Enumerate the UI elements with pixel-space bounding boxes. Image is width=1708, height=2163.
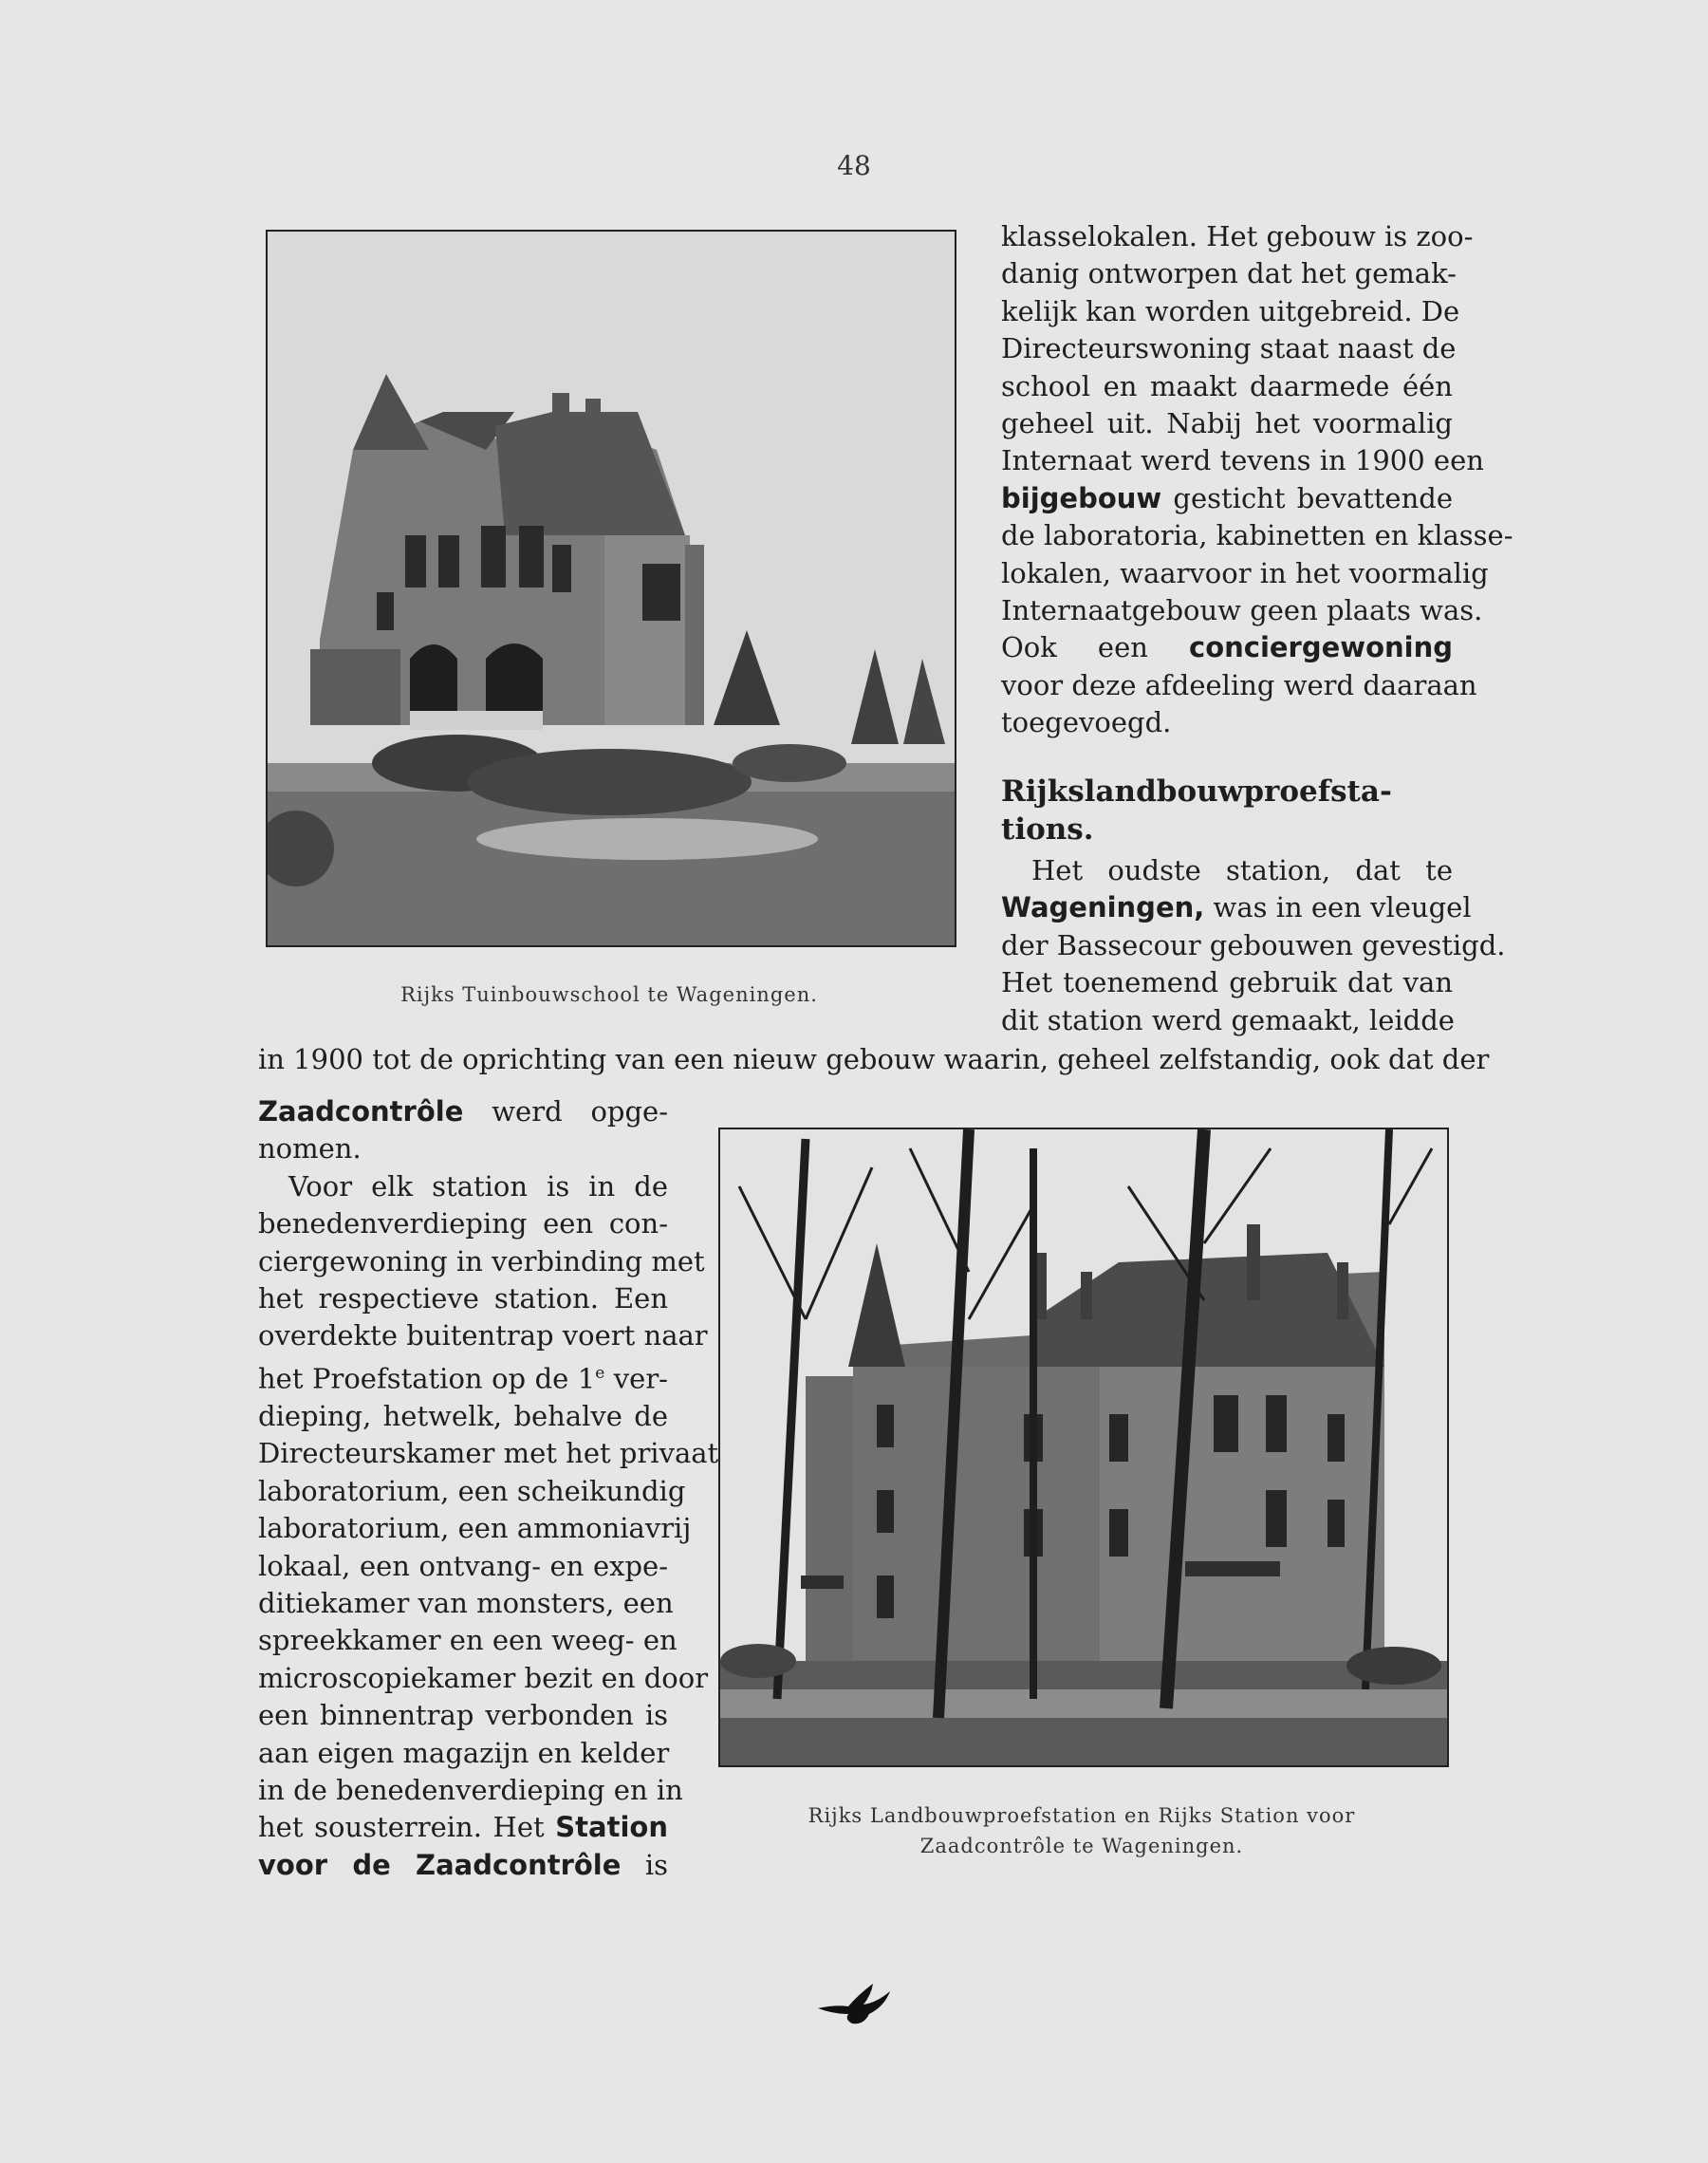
left-column-text (258, 1093, 719, 1884)
text-line: benedenverdieping een con- (258, 1207, 668, 1240)
text-line: geheel uit. Nabij het voormalig (1001, 407, 1453, 440)
text-line: kelijk kan worden uitgebreid. De (1001, 294, 1460, 327)
photo-tuinbouwschool-caption: Rijks Tuinbouwschool te Wageningen. (400, 983, 818, 1006)
text-fragment: gesticht bevattende (1173, 481, 1453, 514)
page-number: 48 (837, 150, 871, 181)
text-line: danig ontworpen dat het gemak- (1001, 257, 1457, 290)
photo-proefstation-caption (718, 1800, 1445, 1861)
text-line: laboratorium, een ammoniavrij (258, 1512, 692, 1545)
text-line (1001, 480, 1453, 517)
text-line: der Bassecour gebouwen gevestigd. (1001, 928, 1506, 961)
emphasis-conciergewoning: conciergewoning (1189, 631, 1453, 664)
text-line: het respectieve station. Een (258, 1282, 668, 1315)
text-line: Directeurskamer met het privaat (258, 1437, 719, 1470)
text-fragment: werd opge- (492, 1095, 668, 1128)
text-line: voor deze afdeeling werd daaraan (1001, 668, 1477, 701)
text-line: overdekte buitentrap voert naar (258, 1319, 708, 1352)
superscript: e (595, 1363, 605, 1383)
text-line: Het oudste station, dat te (1031, 854, 1453, 886)
bird-ornament-icon (816, 1982, 892, 2027)
text-line: Internaatgebouw geen plaats was. (1001, 594, 1483, 627)
text-fragment: is (644, 1848, 668, 1881)
text-line: spreekkamer en een weeg- en (258, 1624, 678, 1657)
text-line: lokaal, een ontvang- en expe- (258, 1549, 668, 1582)
text-line: Het toenemend gebruik dat van (1001, 966, 1453, 999)
text-line: ciergewoning in verbinding met (258, 1244, 705, 1277)
section-heading (1001, 773, 1453, 848)
text-line: lokalen, waarvoor in het voormalig (1001, 556, 1489, 589)
photo-proefstation (718, 1128, 1449, 1767)
text-line: dieping, hetwelk, behalve de (258, 1399, 668, 1432)
text-line (258, 1847, 668, 1884)
text-line (258, 1809, 668, 1846)
heading-line: Rijkslandbouwproefsta- (1001, 774, 1392, 809)
photo-tuinbouwschool (266, 230, 956, 947)
photo-proefstation-image (720, 1129, 1447, 1765)
emphasis-station: Station (555, 1811, 668, 1844)
text-line: in de benedenverdieping en in (258, 1773, 683, 1806)
caption-line: Rijks Landbouwproefstation en Rijks Station voor (808, 1804, 1356, 1827)
text-line: nomen. (258, 1132, 362, 1165)
text-line: ditiekamer van monsters, een (258, 1586, 674, 1619)
right-column-text (1001, 218, 1513, 742)
text-line (1001, 889, 1472, 926)
caption-line: Zaadcontrôle te Wageningen. (919, 1835, 1244, 1857)
emphasis-voor-de-zaadcontrole: voor de Zaadcontrôle (258, 1848, 622, 1881)
photo-tuinbouwschool-image (268, 232, 955, 945)
text-line: dit station werd gemaakt, leidde (1001, 1003, 1455, 1036)
text-line: microscopiekamer bezit en door (258, 1661, 709, 1694)
text-line: Directeurswoning staat naast de (1001, 332, 1457, 365)
text-line: aan eigen magazijn en kelder (258, 1736, 670, 1769)
text-line: toegevoegd. (1001, 706, 1172, 739)
emphasis-bijgebouw: bijgebouw (1001, 481, 1162, 514)
heading-line: tions. (1001, 812, 1094, 847)
emphasis-wageningen: Wageningen, (1001, 891, 1205, 924)
text-line: de laboratoria, kabinetten en klasse- (1001, 519, 1513, 552)
full-width-line: in 1900 tot de oprichting van een nieuw gebouw waarin, geheel zelfstandig, ook dat der (258, 1043, 1490, 1075)
text-line (258, 1093, 668, 1130)
text-fragment: ver- (604, 1362, 668, 1395)
text-line: een binnentrap verbonden is (258, 1699, 668, 1732)
right-column-text-2 (1001, 852, 1506, 1039)
text-fragment: het Proefstation op de 1 (258, 1362, 596, 1395)
text-line: klasselokalen. Het gebouw is zoo- (1001, 220, 1474, 252)
text-line: school en maakt daarmede één (1001, 369, 1453, 402)
text-line (258, 1355, 668, 1398)
text-fragment: het sousterrein. Het (258, 1811, 545, 1844)
text-line: Internaat werd tevens in 1900 een (1001, 444, 1484, 477)
text-line: laboratorium, een scheikundig (258, 1474, 686, 1507)
text-line (1001, 629, 1453, 666)
text-fragment: Ook een (1001, 631, 1148, 664)
text-fragment: was in een vleugel (1213, 891, 1472, 924)
emphasis-zaadcontrole: Zaadcontrôle (258, 1095, 464, 1128)
text-line: Voor elk station is in de (288, 1169, 668, 1203)
